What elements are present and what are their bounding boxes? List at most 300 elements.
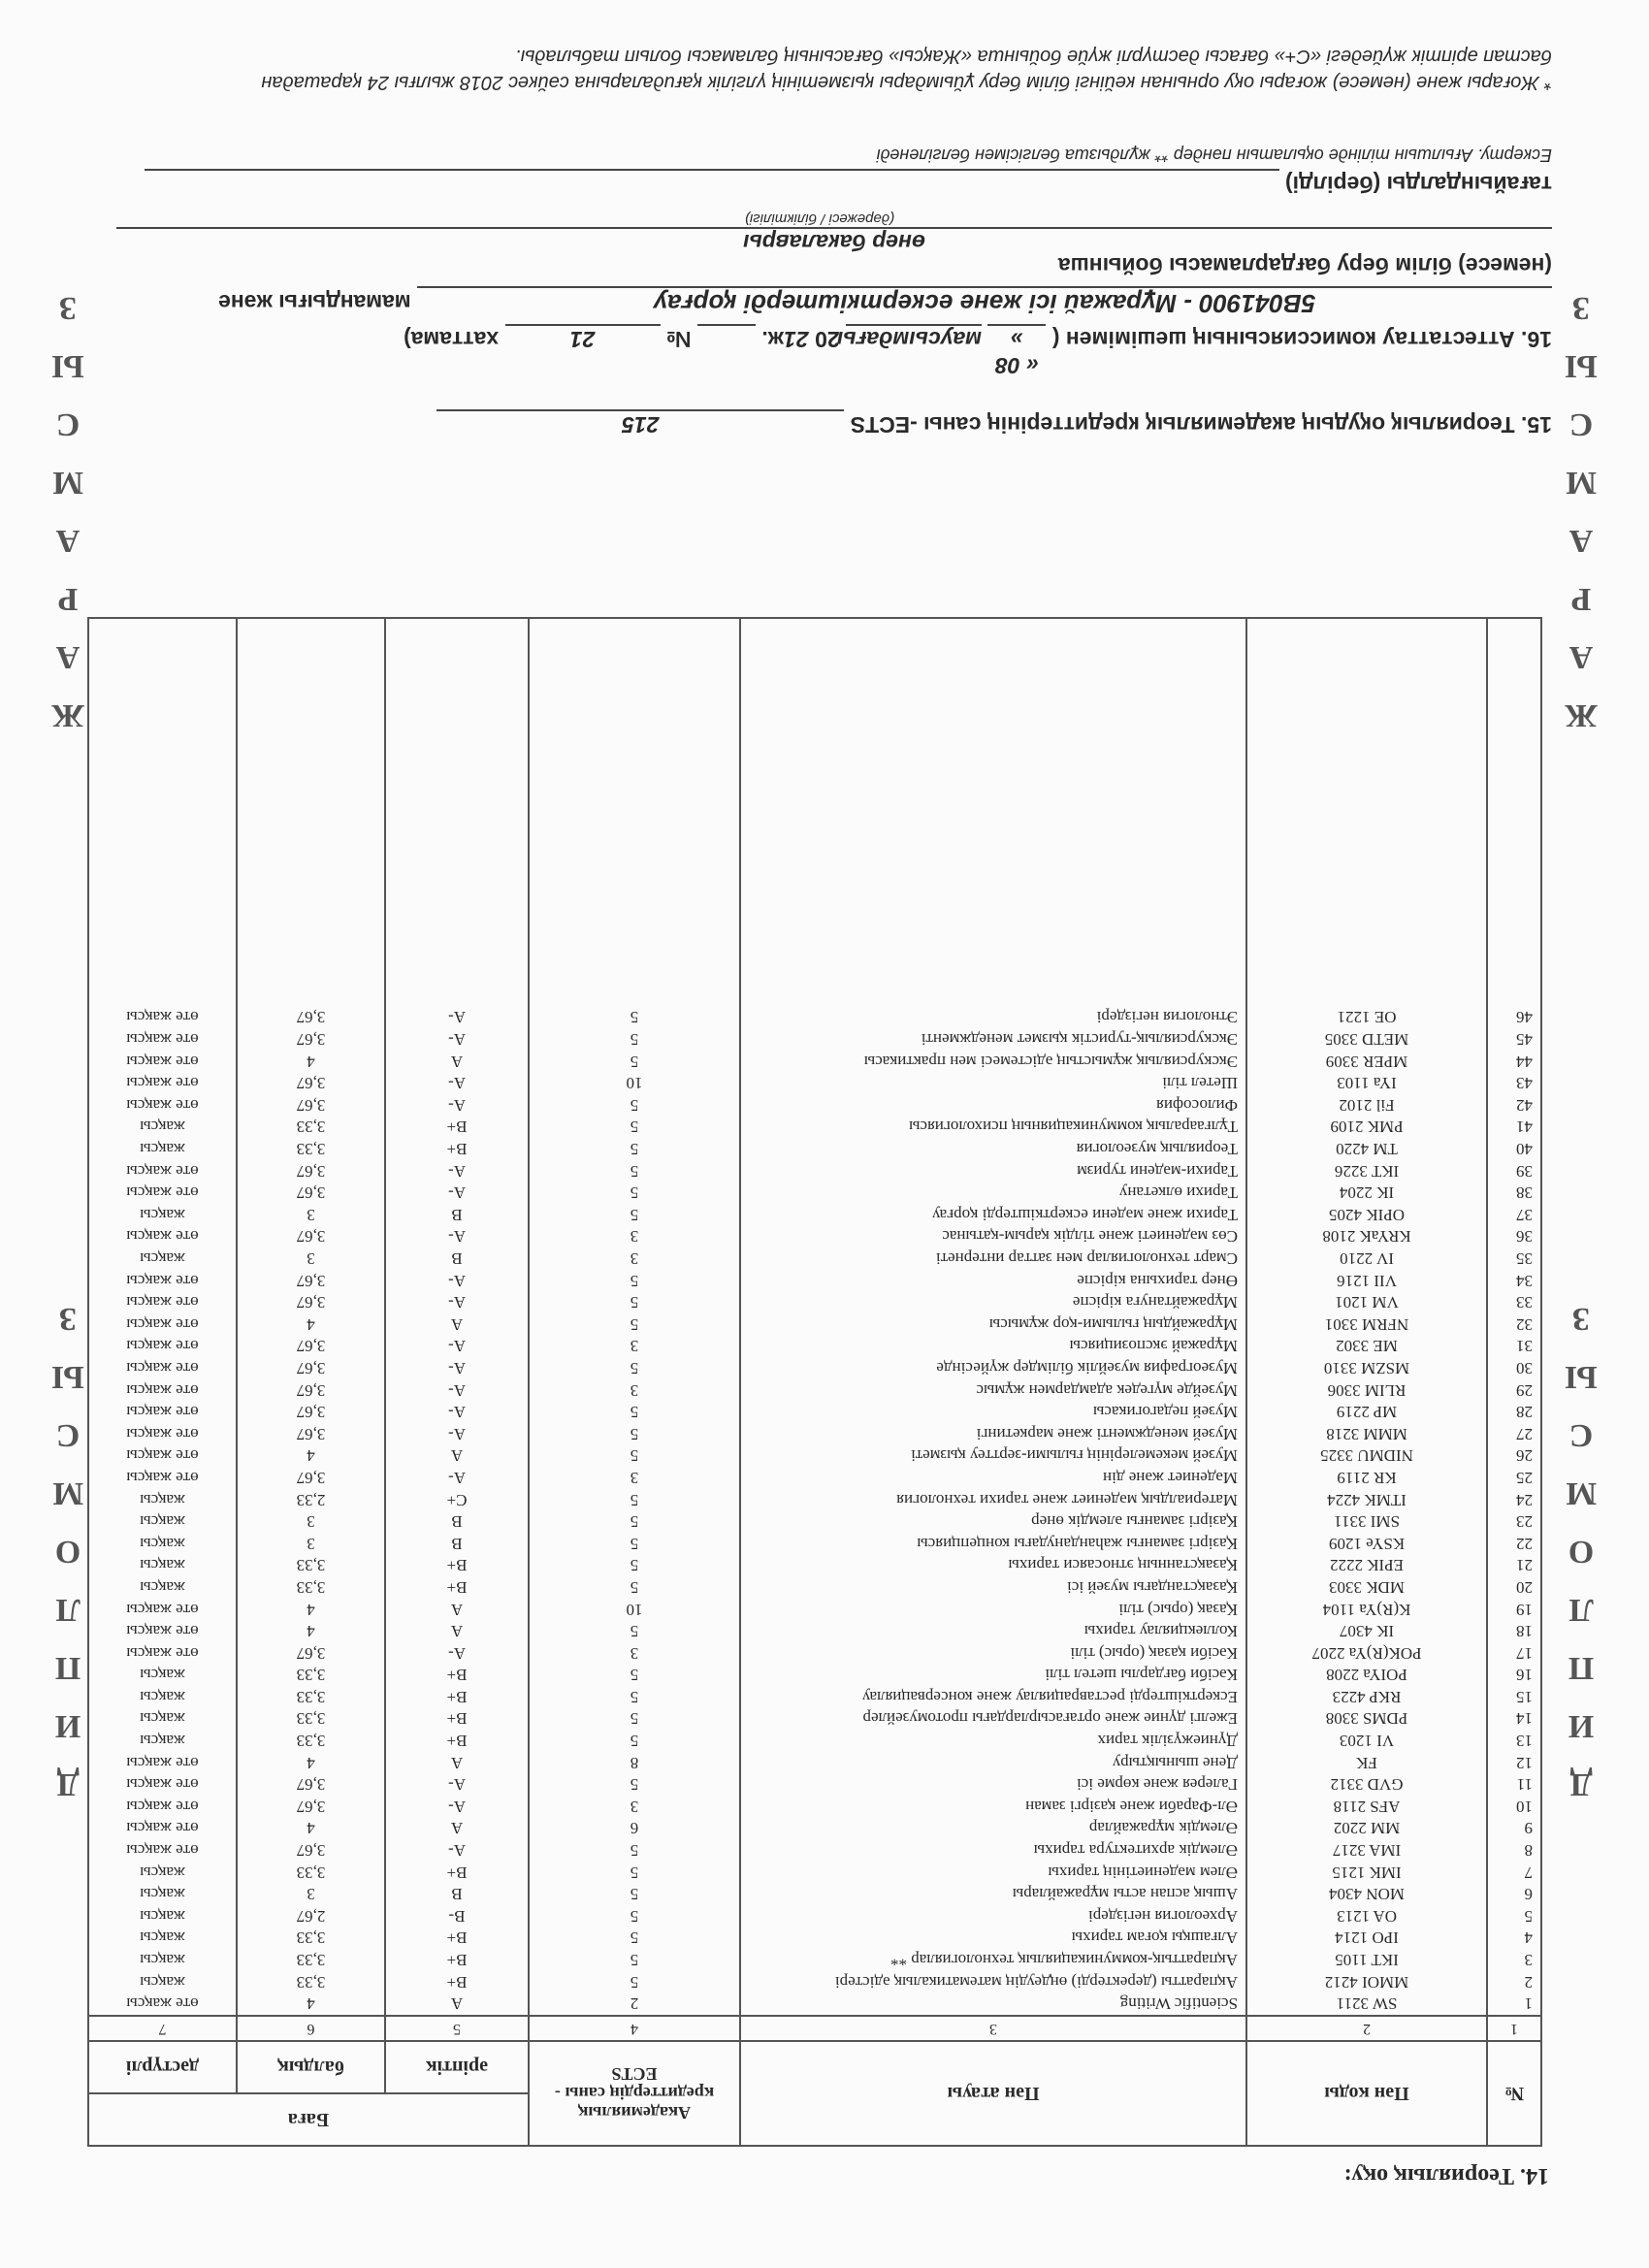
point-grade: 3,67 bbox=[237, 1642, 385, 1665]
watermark-letter: Л bbox=[55, 1592, 81, 1628]
credits: 3 bbox=[529, 1467, 740, 1489]
table-row bbox=[88, 1510, 1541, 1533]
row-number: 4 bbox=[1487, 1928, 1541, 1950]
row-number: 36 bbox=[1487, 1226, 1541, 1248]
point-grade: 3,33 bbox=[237, 1555, 385, 1577]
point-grade: 3,33 bbox=[237, 1949, 385, 1971]
point-grade: 3,33 bbox=[237, 1971, 385, 1993]
watermark-letter: М bbox=[51, 465, 84, 501]
subject-code: MM 2202 bbox=[1246, 1818, 1487, 1840]
table-row bbox=[88, 1730, 1541, 1752]
point-grade: 4 bbox=[237, 1752, 385, 1774]
degree-caption: (дәрежесі / біліктілігі) bbox=[744, 211, 895, 227]
subject-code: KR 2119 bbox=[1246, 1467, 1487, 1489]
watermark-letter: Д bbox=[56, 1766, 80, 1802]
traditional-grade: өте жақсы bbox=[88, 1336, 237, 1358]
letter-grade: A bbox=[385, 1818, 529, 1840]
row-number: 45 bbox=[1487, 1028, 1541, 1051]
watermark-letter: С bbox=[1568, 1417, 1594, 1453]
subject-code: IV 2210 bbox=[1246, 1247, 1487, 1270]
point-grade: 3,67 bbox=[237, 1028, 385, 1051]
subject-name: Философия bbox=[740, 1094, 1246, 1117]
letter-grade: A- bbox=[385, 1642, 529, 1665]
subject-code: IKT 3226 bbox=[1246, 1160, 1487, 1183]
row-number: 32 bbox=[1487, 1313, 1541, 1336]
table-row bbox=[88, 1949, 1541, 1971]
traditional-grade: өте жақсы bbox=[88, 1599, 237, 1621]
watermark-left bbox=[1552, 289, 1610, 1802]
table-row bbox=[88, 1708, 1541, 1731]
letter-grade: A bbox=[385, 1313, 529, 1336]
row-number: 8 bbox=[1487, 1839, 1541, 1862]
row-number: 2 bbox=[1487, 1971, 1541, 1993]
letter-grade: A- bbox=[385, 1423, 529, 1445]
subject-code: VI 1203 bbox=[1246, 1730, 1487, 1752]
section-15-value: 215 bbox=[436, 409, 844, 437]
letter-grade: A bbox=[385, 1620, 529, 1642]
protocol-no-label: № bbox=[665, 327, 692, 352]
traditional-grade: өте жақсы bbox=[88, 1993, 237, 2016]
credits: 5 bbox=[529, 1270, 740, 1292]
traditional-grade: өте жақсы bbox=[88, 1226, 237, 1248]
table-row bbox=[88, 1182, 1541, 1204]
credits: 10 bbox=[529, 1072, 740, 1094]
row-number: 39 bbox=[1487, 1160, 1541, 1183]
credits: 10 bbox=[529, 1599, 740, 1621]
row-number: 25 bbox=[1487, 1467, 1541, 1489]
watermark-letter: Ы bbox=[51, 348, 84, 384]
point-grade: 3,67 bbox=[237, 1773, 385, 1796]
watermark-letter: Ж bbox=[51, 697, 84, 733]
point-grade: 3,67 bbox=[237, 1007, 385, 1029]
subject-name: Теориялық музеология bbox=[740, 1138, 1246, 1160]
watermark-letter: А bbox=[1568, 523, 1594, 559]
letter-grade: A- bbox=[385, 1796, 529, 1818]
row-number: 15 bbox=[1487, 1686, 1541, 1708]
point-grade: 3,67 bbox=[237, 1291, 385, 1313]
subject-code: IMK 1215 bbox=[1246, 1862, 1487, 1884]
subject-name: Қазақстандағы музей ісі bbox=[740, 1576, 1246, 1599]
watermark-letter: Ы bbox=[51, 1359, 84, 1395]
letter-grade: B+ bbox=[385, 1862, 529, 1884]
subject-code: OA 1213 bbox=[1246, 1905, 1487, 1928]
table-row bbox=[88, 1094, 1541, 1117]
credits: 5 bbox=[529, 1094, 740, 1117]
grade-note-line-1: * Жоғары және (немесе) жоғары оқу орнынан кейінгі білім беру ұйымдары қызметінің үлгілік қағидаларына сәйкес 2018 жылғы 24 қарашадан bbox=[261, 72, 1552, 93]
subject-name: Сөз мәдениеті және тілдік қарым-қатынас bbox=[740, 1226, 1246, 1248]
letter-grade: A- bbox=[385, 1773, 529, 1796]
traditional-grade: өте жақсы bbox=[88, 1051, 237, 1073]
subject-code: MPER 3309 bbox=[1246, 1051, 1487, 1073]
letter-grade: A bbox=[385, 1993, 529, 2016]
column-number: 1 bbox=[1487, 2016, 1541, 2041]
credits: 5 bbox=[529, 1051, 740, 1073]
traditional-grade: жақсы bbox=[88, 1533, 237, 1555]
table-row bbox=[88, 1686, 1541, 1708]
credits: 5 bbox=[529, 1928, 740, 1950]
decision-year: 21 bbox=[784, 327, 809, 352]
credits: 5 bbox=[529, 1686, 740, 1708]
watermark-letter: З bbox=[59, 1301, 77, 1337]
subject-code: NIDMU 3325 bbox=[1246, 1445, 1487, 1468]
watermark-letter: Л bbox=[1568, 1592, 1594, 1628]
letter-grade: B+ bbox=[385, 1686, 529, 1708]
subject-code: IMA 3217 bbox=[1246, 1839, 1487, 1862]
header-points: балдық bbox=[237, 2041, 385, 2093]
header-traditional: дәстүрлі bbox=[88, 2041, 237, 2093]
watermark-letter: А bbox=[55, 523, 81, 559]
credits: 5 bbox=[529, 1138, 740, 1160]
watermark-letter: З bbox=[1572, 290, 1590, 326]
row-number: 24 bbox=[1487, 1489, 1541, 1511]
letter-grade: B+ bbox=[385, 1730, 529, 1752]
traditional-grade: жақсы bbox=[88, 1510, 237, 1533]
traditional-grade: өте жақсы bbox=[88, 1094, 237, 1117]
subject-code: IPO 1214 bbox=[1246, 1928, 1487, 1950]
column-number: 6 bbox=[237, 2016, 385, 2041]
credits: 5 bbox=[529, 1862, 740, 1884]
header-no: № bbox=[1487, 2041, 1541, 2146]
credits: 3 bbox=[529, 1336, 740, 1358]
row-number: 5 bbox=[1487, 1905, 1541, 1928]
subject-code: Fil 2102 bbox=[1246, 1094, 1487, 1117]
letter-grade: B+ bbox=[385, 1971, 529, 1993]
point-grade: 3,33 bbox=[237, 1576, 385, 1599]
traditional-grade: жақсы bbox=[88, 1576, 237, 1599]
watermark-letter: П bbox=[1568, 1650, 1595, 1686]
credits: 3 bbox=[529, 1379, 740, 1402]
traditional-grade: жақсы bbox=[88, 1138, 237, 1160]
subject-code: PDMS 3308 bbox=[1246, 1708, 1487, 1731]
traditional-grade: жақсы bbox=[88, 1949, 237, 1971]
credits: 5 bbox=[529, 1708, 740, 1731]
watermark-letter: С bbox=[1568, 406, 1594, 442]
credits: 5 bbox=[529, 1905, 740, 1928]
subject-code: ITMK 4224 bbox=[1246, 1489, 1487, 1511]
subject-code: VII 1216 bbox=[1246, 1270, 1487, 1292]
watermark-letter: О bbox=[54, 1534, 81, 1570]
point-grade: 3 bbox=[237, 1204, 385, 1226]
traditional-grade: жақсы bbox=[88, 1555, 237, 1577]
point-grade: 3,67 bbox=[237, 1796, 385, 1818]
watermark-letter: С bbox=[55, 1417, 81, 1453]
subject-name: Материалдық мәдениет және тарихи технология bbox=[740, 1489, 1246, 1511]
header-name: Пән атауы bbox=[740, 2041, 1246, 2146]
traditional-grade: өте жақсы bbox=[88, 1467, 237, 1489]
subject-code: IK 2204 bbox=[1246, 1182, 1487, 1204]
table-row bbox=[88, 1270, 1541, 1292]
section-16-end: хаттама) bbox=[404, 327, 500, 352]
table-row bbox=[88, 1839, 1541, 1862]
table-row bbox=[88, 1599, 1541, 1621]
letter-grade: B+ bbox=[385, 1949, 529, 1971]
table-row bbox=[88, 1423, 1541, 1445]
specialty-line bbox=[87, 252, 1552, 318]
subject-code: SW 3211 bbox=[1246, 1993, 1487, 2016]
table-row bbox=[88, 1533, 1541, 1555]
table-row bbox=[88, 1313, 1541, 1336]
watermark-letter: И bbox=[54, 1708, 81, 1744]
subject-name: Смарт технологиялар мен заттар интернеті bbox=[740, 1247, 1246, 1270]
letter-grade: A bbox=[385, 1051, 529, 1073]
letter-grade: B+ bbox=[385, 1928, 529, 1950]
subject-code: MMOI 4212 bbox=[1246, 1971, 1487, 1993]
row-number: 9 bbox=[1487, 1818, 1541, 1840]
point-grade: 4 bbox=[237, 1445, 385, 1468]
subject-name: Экскурсиялық жұмыстың әдістемесі мен практикасы bbox=[740, 1051, 1246, 1073]
table-row bbox=[88, 1642, 1541, 1665]
row-number: 13 bbox=[1487, 1730, 1541, 1752]
point-grade: 3,33 bbox=[237, 1138, 385, 1160]
traditional-grade: өте жақсы bbox=[88, 1423, 237, 1445]
watermark-letter: М bbox=[1565, 1475, 1598, 1511]
letter-grade: B bbox=[385, 1883, 529, 1905]
table-row bbox=[88, 1226, 1541, 1248]
subject-code: POK(R)Ya 2207 bbox=[1246, 1642, 1487, 1665]
grade-note-line-2: бастап әріптік жүйедегі «С+» бағасы дәстүрлі жүйе бойынша «Жақсы» бағасының баламасы болып табылады. bbox=[515, 46, 1552, 67]
credits: 5 bbox=[529, 1949, 740, 1971]
subject-name: Өнер тарихына кіріспе bbox=[740, 1270, 1246, 1292]
table-row bbox=[88, 1576, 1541, 1599]
traditional-grade: жақсы bbox=[88, 1905, 237, 1928]
row-number: 10 bbox=[1487, 1796, 1541, 1818]
point-grade: 2,67 bbox=[237, 1905, 385, 1928]
row-number: 1 bbox=[1487, 1993, 1541, 2016]
subject-code: IKT 1105 bbox=[1246, 1949, 1487, 1971]
point-grade: 3,33 bbox=[237, 1862, 385, 1884]
table-row bbox=[88, 1993, 1541, 2016]
subject-code: RKP 4223 bbox=[1246, 1686, 1487, 1708]
column-number: 5 bbox=[385, 2016, 529, 2041]
credits: 5 bbox=[529, 1883, 740, 1905]
credits: 5 bbox=[529, 1423, 740, 1445]
point-grade: 4 bbox=[237, 1620, 385, 1642]
subject-name: Музей педагогикасы bbox=[740, 1401, 1246, 1423]
credits: 5 bbox=[529, 1555, 740, 1577]
point-grade: 3 bbox=[237, 1247, 385, 1270]
watermark-letter: П bbox=[54, 1650, 81, 1686]
watermark-letter: Ы bbox=[1565, 348, 1598, 384]
specialty-label: мамандығы және bbox=[218, 290, 411, 315]
row-number: 27 bbox=[1487, 1423, 1541, 1445]
letter-grade: A- bbox=[385, 1336, 529, 1358]
credits: 5 bbox=[529, 1313, 740, 1336]
table-row bbox=[88, 1773, 1541, 1796]
subject-name: Қазіргі заманғы әлемдік өнер bbox=[740, 1510, 1246, 1533]
subject-code: MP 2219 bbox=[1246, 1401, 1487, 1423]
row-number: 34 bbox=[1487, 1270, 1541, 1292]
traditional-grade: өте жақсы bbox=[88, 1752, 237, 1774]
watermark-letter: О bbox=[1568, 1534, 1595, 1570]
row-number: 7 bbox=[1487, 1862, 1541, 1884]
letter-grade: A- bbox=[385, 1007, 529, 1029]
subject-code: EPIK 2222 bbox=[1246, 1555, 1487, 1577]
letter-grade: B+ bbox=[385, 1555, 529, 1577]
table-row bbox=[88, 1247, 1541, 1270]
degree-value: өнер бакалавры bbox=[116, 227, 1552, 255]
credits: 5 bbox=[529, 1510, 740, 1533]
subject-name: Ежелгі дүние және ортағасырлардағы протомузейлер bbox=[740, 1708, 1246, 1731]
traditional-grade: жақсы bbox=[88, 1686, 237, 1708]
credits: 5 bbox=[529, 1620, 740, 1642]
point-grade: 3,67 bbox=[237, 1182, 385, 1204]
table-row bbox=[88, 1445, 1541, 1468]
point-grade: 4 bbox=[237, 1051, 385, 1073]
row-number: 6 bbox=[1487, 1883, 1541, 1905]
letter-grade: A- bbox=[385, 1160, 529, 1183]
point-grade: 4 bbox=[237, 1818, 385, 1840]
subject-name: Әлемдік мұражайлар bbox=[740, 1818, 1246, 1840]
row-number: 20 bbox=[1487, 1576, 1541, 1599]
subject-name: Мұражайдың ғылыми-қор жұмысы bbox=[740, 1313, 1246, 1336]
section-16-label: 16. Аттестаттау комиссиясының шешімімен ( bbox=[1051, 327, 1552, 352]
subject-code: OE 1221 bbox=[1246, 1007, 1487, 1029]
section-14-title: 14. Теориялық оқу: bbox=[1343, 2163, 1549, 2188]
letter-grade: A bbox=[385, 1752, 529, 1774]
column-number: 4 bbox=[529, 2016, 740, 2041]
subject-code: POIYa 2208 bbox=[1246, 1665, 1487, 1687]
traditional-grade: жақсы bbox=[88, 1665, 237, 1687]
subject-code: METD 3305 bbox=[1246, 1028, 1487, 1051]
subject-code: IYa 1103 bbox=[1246, 1072, 1487, 1094]
point-grade: 3,67 bbox=[237, 1336, 385, 1358]
letter-grade: B bbox=[385, 1247, 529, 1270]
credits: 5 bbox=[529, 1117, 740, 1139]
subject-name: Тұлғааралық коммуникацияның психологиясы bbox=[740, 1117, 1246, 1139]
credits: 5 bbox=[529, 1576, 740, 1599]
traditional-grade: жақсы bbox=[88, 1730, 237, 1752]
watermark-letter: Ы bbox=[1565, 1359, 1598, 1395]
subject-name: Ақпаратты (деректерді) өңдеудің математикалық әдістері bbox=[740, 1971, 1246, 1993]
point-grade: 4 bbox=[237, 1993, 385, 2016]
letter-grade: B+ bbox=[385, 1117, 529, 1139]
point-grade: 3 bbox=[237, 1510, 385, 1533]
row-number: 3 bbox=[1487, 1949, 1541, 1971]
table-row bbox=[88, 1971, 1541, 1993]
table-row bbox=[88, 1117, 1541, 1139]
english-note: Ескерту. Ағылшын тілінде оқылатын пәндер ** жұлдызша белгісімен белгіленеді bbox=[876, 146, 1552, 165]
letter-grade: B+ bbox=[385, 1576, 529, 1599]
subject-code: MSZM 3310 bbox=[1246, 1357, 1487, 1379]
subject-name: Музеография музейлік білімдер жүйесінде bbox=[740, 1357, 1246, 1379]
point-grade: 4 bbox=[237, 1313, 385, 1336]
row-number: 30 bbox=[1487, 1357, 1541, 1379]
traditional-grade: жақсы bbox=[88, 1204, 237, 1226]
point-grade: 3,67 bbox=[237, 1160, 385, 1183]
letter-grade: A- bbox=[385, 1401, 529, 1423]
subject-name: Кәсіби қазақ (орыс) тілі bbox=[740, 1642, 1246, 1665]
credits: 5 bbox=[529, 1028, 740, 1051]
letter-grade: A bbox=[385, 1445, 529, 1468]
point-grade: 3,67 bbox=[237, 1072, 385, 1094]
section-16 bbox=[87, 324, 1552, 378]
point-grade: 3 bbox=[237, 1883, 385, 1905]
traditional-grade: өте жақсы bbox=[88, 1401, 237, 1423]
subject-name: Қазақ (орыс) тілі bbox=[740, 1599, 1246, 1621]
row-number: 33 bbox=[1487, 1291, 1541, 1313]
point-grade: 3,67 bbox=[237, 1401, 385, 1423]
letter-grade: B+ bbox=[385, 1665, 529, 1687]
table-row bbox=[88, 1818, 1541, 1840]
subject-name: Scientific Writing bbox=[740, 1993, 1246, 2016]
letter-grade: A bbox=[385, 1599, 529, 1621]
traditional-grade: өте жақсы bbox=[88, 1620, 237, 1642]
watermark-letter: С bbox=[55, 406, 81, 442]
subject-name: Шетел тілі bbox=[740, 1072, 1246, 1094]
traditional-grade: өте жақсы bbox=[88, 1773, 237, 1796]
subject-name: Галерея және көрме ісі bbox=[740, 1773, 1246, 1796]
row-number: 11 bbox=[1487, 1773, 1541, 1796]
credits: 3 bbox=[529, 1247, 740, 1270]
traditional-grade: өте жақсы bbox=[88, 1357, 237, 1379]
table-row bbox=[88, 1357, 1541, 1379]
row-number: 18 bbox=[1487, 1620, 1541, 1642]
table-row bbox=[88, 1489, 1541, 1511]
subject-name: Дене шынықтыру bbox=[740, 1752, 1246, 1774]
row-number: 16 bbox=[1487, 1665, 1541, 1687]
credits: 6 bbox=[529, 1818, 740, 1840]
subject-name: Қазақстанның этносаяси тарихы bbox=[740, 1555, 1246, 1577]
credits: 5 bbox=[529, 1160, 740, 1183]
credits: 3 bbox=[529, 1796, 740, 1818]
header-code: Пән коды bbox=[1246, 2041, 1487, 2146]
watermark-letter: Д bbox=[1569, 1766, 1593, 1802]
degree-label: тағайындалды (берілді) bbox=[1284, 172, 1552, 197]
table-row bbox=[88, 1072, 1541, 1094]
row-number: 28 bbox=[1487, 1401, 1541, 1423]
table-row bbox=[88, 1138, 1541, 1160]
subject-code: OPIK 4205 bbox=[1246, 1204, 1487, 1226]
decision-year-suffix: ж. bbox=[761, 327, 785, 352]
point-grade: 3,33 bbox=[237, 1708, 385, 1731]
point-grade: 3,33 bbox=[237, 1730, 385, 1752]
subject-code: MMM 3218 bbox=[1246, 1423, 1487, 1445]
subject-name: Этнология негіздері bbox=[740, 1007, 1246, 1029]
watermark-letter: Ж bbox=[1565, 697, 1598, 733]
table-row bbox=[88, 1336, 1541, 1358]
header-credits: Академиялық кредиттердің саны - ECTS bbox=[529, 2041, 740, 2146]
row-number: 29 bbox=[1487, 1379, 1541, 1402]
column-number-row bbox=[88, 2016, 1541, 2041]
row-number: 22 bbox=[1487, 1533, 1541, 1555]
point-grade: 3,33 bbox=[237, 1117, 385, 1139]
traditional-grade: өте жақсы bbox=[88, 1839, 237, 1862]
subject-name: Қазіргі заманғы жаһанданудағы концепциясы bbox=[740, 1533, 1246, 1555]
letter-grade: A- bbox=[385, 1182, 529, 1204]
column-number: 3 bbox=[740, 2016, 1246, 2041]
credits: 5 bbox=[529, 1007, 740, 1029]
row-number: 37 bbox=[1487, 1204, 1541, 1226]
credits: 5 bbox=[529, 1730, 740, 1752]
traditional-grade: жақсы bbox=[88, 1862, 237, 1884]
credits: 5 bbox=[529, 1291, 740, 1313]
point-grade: 3,67 bbox=[237, 1270, 385, 1292]
row-number: 17 bbox=[1487, 1642, 1541, 1665]
subject-name: Мәдениет және дін bbox=[740, 1467, 1246, 1489]
credits: 5 bbox=[529, 1839, 740, 1862]
point-grade: 3,67 bbox=[237, 1226, 385, 1248]
credits: 5 bbox=[529, 1182, 740, 1204]
table-row bbox=[88, 1928, 1541, 1950]
credits: 5 bbox=[529, 1204, 740, 1226]
watermark-letter: З bbox=[1572, 1301, 1590, 1337]
point-grade: 3,67 bbox=[237, 1357, 385, 1379]
table-row bbox=[88, 1862, 1541, 1884]
table-row bbox=[88, 1620, 1541, 1642]
traditional-grade: өте жақсы bbox=[88, 1028, 237, 1051]
traditional-grade: жақсы bbox=[88, 1883, 237, 1905]
letter-grade: A- bbox=[385, 1270, 529, 1292]
